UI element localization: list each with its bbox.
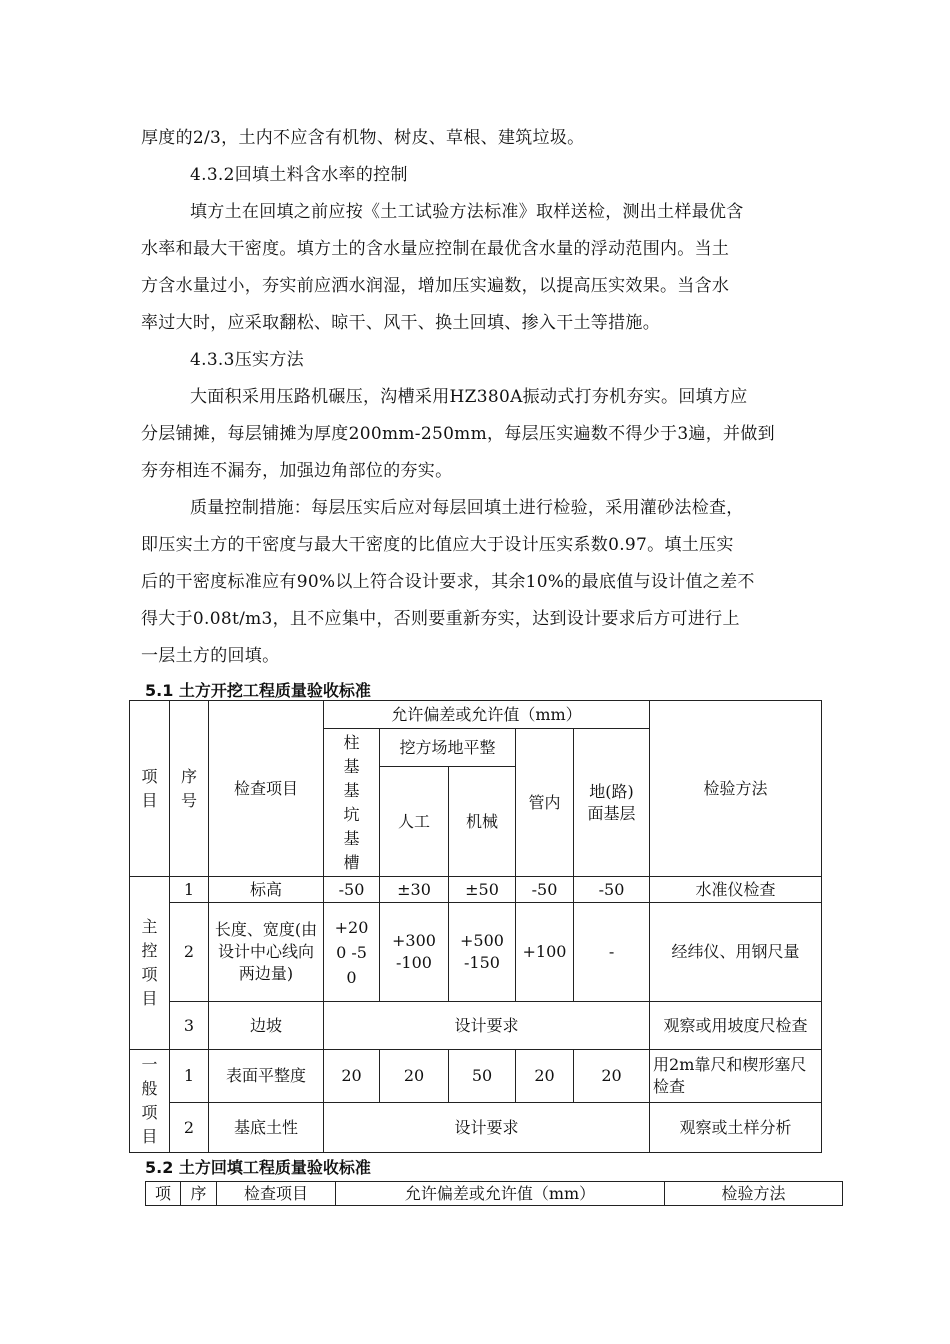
cell-seq: 2 xyxy=(170,903,209,1002)
header-item: 项 xyxy=(146,1182,181,1206)
cell-item: 表面平整度 xyxy=(209,1050,324,1103)
table-row xyxy=(130,877,822,903)
cell-method: 观察或用坡度尺检查 xyxy=(650,1002,822,1050)
header-pipe: 管内 xyxy=(516,729,574,877)
group-general: 一般项目 xyxy=(130,1050,170,1153)
section-title-5-2: 5.2 土方回填工程质量验收标准 xyxy=(145,1158,371,1177)
header-pit: 柱基基坑基槽 xyxy=(324,729,380,877)
paragraph-line: 填方土在回填之前应按《土工试验方法标准》取样送检，测出土样最优含 xyxy=(190,202,744,222)
table-row xyxy=(130,903,822,1002)
cell-method: 水准仪检查 xyxy=(650,877,822,903)
header-seq: 序 xyxy=(181,1182,217,1206)
backfill-quality-table xyxy=(145,1181,843,1206)
header-method: 检验方法 xyxy=(650,701,822,877)
cell-road: - xyxy=(574,903,650,1002)
header-site-level: 挖方场地平整 xyxy=(380,729,516,767)
excavation-quality-table xyxy=(129,700,822,1153)
header-machine: 机械 xyxy=(449,767,516,877)
header-manual: 人工 xyxy=(380,767,449,877)
cell-merged: 设计要求 xyxy=(324,1103,650,1153)
cell-item: 标高 xyxy=(209,877,324,903)
cell-merged: 设计要求 xyxy=(324,1002,650,1050)
subheading-4-3-2: 4.3.2回填土料含水率的控制 xyxy=(190,165,408,185)
cell-seq: 2 xyxy=(170,1103,209,1153)
table-row xyxy=(130,1103,822,1153)
paragraph-line: 后的干密度标准应有90%以上符合设计要求，其余10%的最底值与设计值之差不 xyxy=(141,572,755,592)
paragraph-line: 一层土方的回填。 xyxy=(141,646,280,666)
cell-machine: +500 -150 xyxy=(449,903,516,1002)
cell-seq: 1 xyxy=(170,877,209,903)
subheading-4-3-3: 4.3.3压实方法 xyxy=(190,350,304,370)
header-tolerance: 允许偏差或允许值（mm） xyxy=(324,701,650,729)
paragraph-line: 分层铺摊，每层铺摊为厚度200mm-250mm，每层压实遍数不得少于3遍，并做到 xyxy=(141,424,775,444)
cell-pit: -50 xyxy=(324,877,380,903)
cell-seq: 3 xyxy=(170,1002,209,1050)
cell-method: 观察或土样分析 xyxy=(650,1103,822,1153)
header-item: 项目 xyxy=(130,701,170,877)
cell-method: 用2m靠尺和楔形塞尺检查 xyxy=(650,1050,822,1103)
paragraph-line: 大面积采用压路机碾压，沟槽采用HZ380A振动式打夯机夯实。回填方应 xyxy=(190,387,748,407)
cell-item: 边坡 xyxy=(209,1002,324,1050)
cell-item: 长度、宽度(由设计中心线向两边量) xyxy=(209,903,324,1002)
cell-pit: 20 xyxy=(324,1050,380,1103)
cell-pit: +200 -50 xyxy=(324,903,380,1002)
cell-manual: ±30 xyxy=(380,877,449,903)
paragraph-line: 得大于0.08t/m3，且不应集中，否则要重新夯实，达到设计要求后方可进行上 xyxy=(141,609,740,629)
paragraph-line: 夯夯相连不漏夯，加强边角部位的夯实。 xyxy=(141,461,453,481)
header-check-item: 检查项目 xyxy=(217,1182,336,1206)
cell-method: 经纬仪、用钢尺量 xyxy=(650,903,822,1002)
cell-machine: ±50 xyxy=(449,877,516,903)
cell-item: 基底土性 xyxy=(209,1103,324,1153)
paragraph-line: 质量控制措施：每层压实后应对每层回填土进行检验，采用灌砂法检查， xyxy=(190,498,744,518)
cell-pipe: -50 xyxy=(516,877,574,903)
paragraph-line: 方含水量过小，夯实前应洒水润湿，增加压实遍数，以提高压实效果。当含水 xyxy=(141,276,730,296)
paragraph-line: 即压实土方的干密度与最大干密度的比值应大于设计压实系数0.97。填土压实 xyxy=(141,535,734,555)
paragraph-line: 率过大时，应采取翻松、晾干、风干、换土回填、掺入干土等措施。 xyxy=(141,313,660,333)
table-row xyxy=(130,1050,822,1103)
section-title-5-1: 5.1 土方开挖工程质量验收标准 xyxy=(145,681,371,700)
cell-road: -50 xyxy=(574,877,650,903)
cell-manual: +300 -100 xyxy=(380,903,449,1002)
paragraph-line: 水率和最大干密度。填方土的含水量应控制在最优含水量的浮动范围内。当土 xyxy=(141,239,730,259)
header-tolerance: 允许偏差或允许值（mm） xyxy=(336,1182,665,1206)
header-check-item: 检查项目 xyxy=(209,701,324,877)
cell-manual: 20 xyxy=(380,1050,449,1103)
header-method: 检验方法 xyxy=(665,1182,843,1206)
cell-machine: 50 xyxy=(449,1050,516,1103)
header-road-base: 地(路) 面基层 xyxy=(574,729,650,877)
cell-road: 20 xyxy=(574,1050,650,1103)
table-row xyxy=(130,1002,822,1050)
cell-pipe: +100 xyxy=(516,903,574,1002)
paragraph-continuation: 厚度的2/3，土内不应含有机物、树皮、草根、建筑垃圾。 xyxy=(141,128,585,148)
cell-pipe: 20 xyxy=(516,1050,574,1103)
header-seq: 序号 xyxy=(170,701,209,877)
cell-seq: 1 xyxy=(170,1050,209,1103)
group-main-control: 主控项目 xyxy=(130,877,170,1050)
